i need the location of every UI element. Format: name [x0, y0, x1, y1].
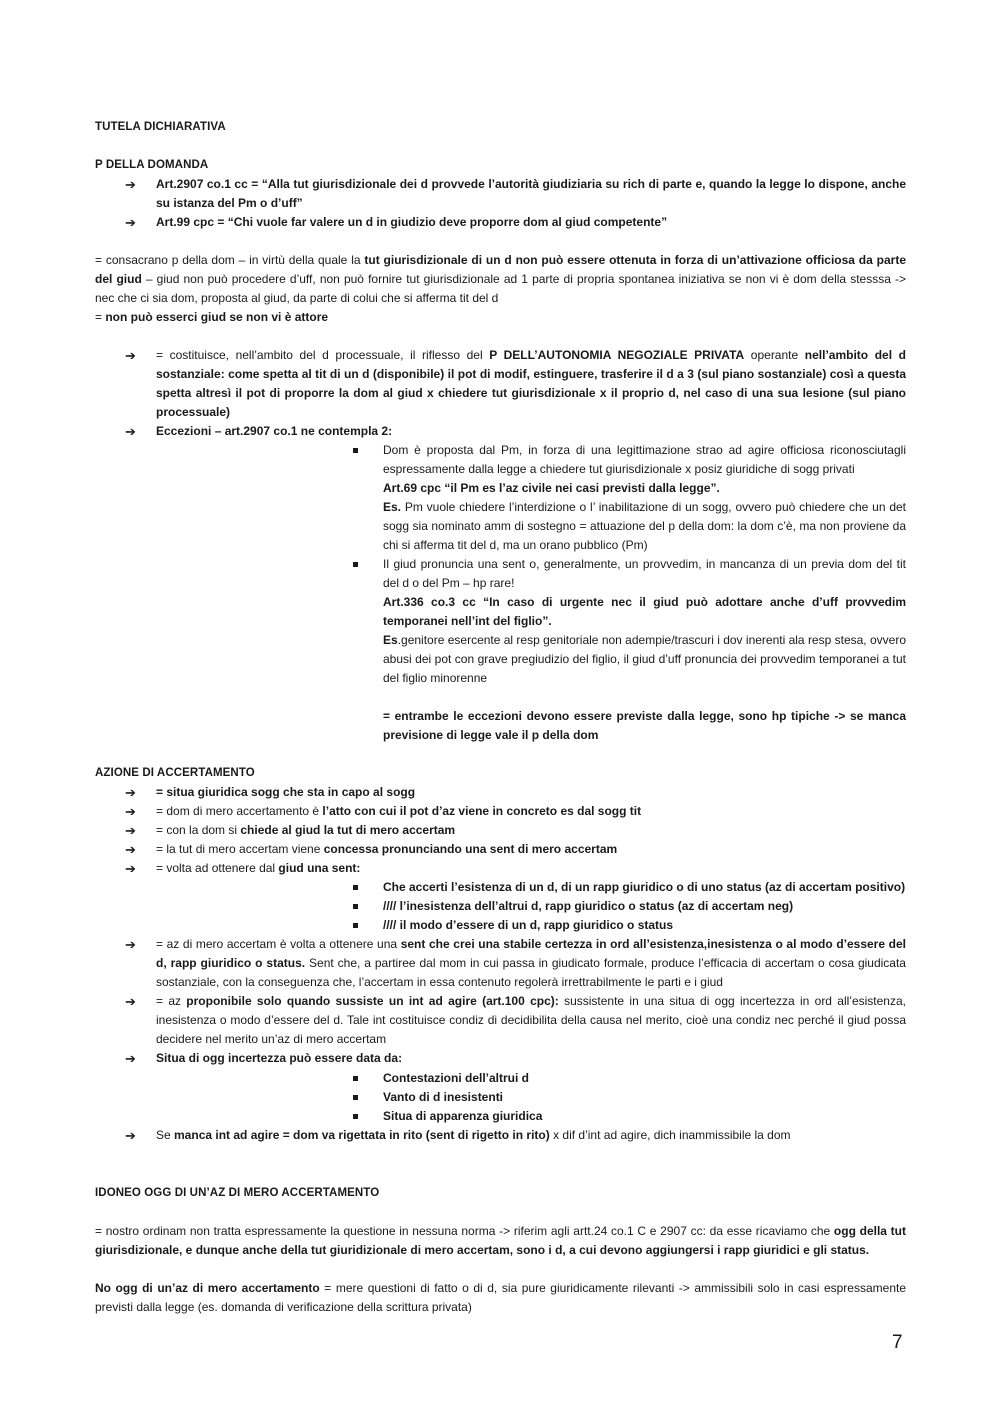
list-item [353, 1069, 906, 1088]
text-bold: No ogg di un’az di mero accertamento [95, 1281, 320, 1295]
text-run: = dom di mero accertamento è [156, 804, 323, 818]
text-bold: Es [383, 633, 398, 647]
text-bold: chiede al giud la tut di mero accertam [240, 823, 456, 837]
arrow-right-icon: ➔ [125, 842, 136, 857]
square-bullet-icon [353, 562, 358, 567]
text-run: = volta ad ottenere dal [156, 861, 279, 875]
list-item [125, 213, 906, 232]
text-bold: Situa di apparenza giuridica [383, 1109, 543, 1123]
arrow-right-icon: ➔ [125, 1128, 136, 1143]
list-item [125, 1049, 906, 1068]
list-item [125, 346, 906, 422]
list-item [125, 783, 906, 802]
arrow-right-icon: ➔ [125, 823, 136, 838]
art-2907-text: Art.2907 co.1 cc = “Alla tut giurisdizionale dei d provvede l’autorità giudiziaria su rich di parte e, quando la legge lo dispone, anche su istanza del Pm o d’uff” [156, 177, 906, 210]
arrow-right-icon: ➔ [125, 785, 136, 800]
text-bold: ogg della tut giurisdizionale, e dunque anche della tut giuridizionale di mero accertam, sono i d, a cui devono aggiungersi i rapp giuridici e gli status. [95, 1224, 906, 1257]
text-run: Se [156, 1128, 175, 1142]
art-336-text: Art.336 co.3 cc “In caso di urgente nec il giud può adottare anche d’uff provvedim temporanei nell’int del figlio”. [383, 595, 906, 628]
text-bold: Es. [383, 500, 402, 514]
list-item [125, 992, 906, 1049]
paragraph-principio-domanda [95, 251, 906, 327]
text-run: Dom è proposta dal Pm, in forza di una legittimazione strao ad agire officiosa riconosciutagli espressamente dalla legge a chiedere tut giurisdizionale x posiz giuridiche di sogg privati [383, 443, 906, 476]
arrow-list-articles [125, 175, 906, 232]
text-run: = nostro ordinam non tratta espressamente la questione in nessuna norma -> riferim agli artt.24 co.1 C e 2907 cc: da esse ricaviamo che [95, 1224, 834, 1238]
example-text [353, 631, 906, 688]
arrow-right-icon: ➔ [125, 1051, 136, 1066]
square-bullet-icon [353, 1095, 358, 1100]
text-bold: //// l’inesistenza dell’altrui d, rapp giuridico o status (az di accertam neg) [383, 899, 794, 913]
text-run: = costituisce, nell’ambito del d processuale, il riflesso del [156, 348, 490, 362]
arrow-right-icon: ➔ [125, 937, 136, 952]
text-run: = con la dom si [156, 823, 241, 837]
text-bold: Vanto di d inesistenti [383, 1090, 504, 1104]
list-item [125, 935, 906, 992]
square-bullet-icon [353, 885, 358, 890]
text-bold: Che accerti l’esistenza di un d, di un rapp giuridico o di uno status (az di accertam positivo) [383, 880, 906, 894]
section-heading-idoneo-ogg: IDONEO OGG DI UN’AZ DI MERO ACCERTAMENTO [95, 1187, 380, 1199]
arrow-right-icon: ➔ [125, 994, 136, 1009]
eccezioni-text: Eccezioni – art.2907 co.1 ne contempla 2: [156, 424, 393, 438]
arrow-right-icon: ➔ [125, 215, 136, 230]
text-bold: Situa di ogg incertezza può essere data da: [156, 1051, 403, 1065]
arrow-list-rigetto [125, 1126, 906, 1145]
text-bold: non può esserci giud se non vi è attore [105, 310, 329, 324]
list-item [125, 859, 906, 878]
text-run: operante [744, 348, 805, 362]
text-bold: //// il modo d’essere di un d, rapp giuridico o status [383, 918, 674, 932]
text-run: x dif d’int ad agire, dich inammissibile la dom [549, 1128, 791, 1142]
text-bold: concessa pronunciando una sent di mero accertam [323, 842, 618, 856]
arrow-list-accertamento [125, 783, 906, 878]
arrow-right-icon: ➔ [125, 804, 136, 819]
list-item [125, 422, 906, 441]
art-99-text: Art.99 cpc = “Chi vuole far valere un d in giudizio deve proporre dom al giud competente” [156, 215, 668, 229]
sub-list-eccezioni [353, 441, 906, 745]
document-title: TUTELA DICHIARATIVA [95, 121, 226, 133]
text-run: .genitore esercente al resp genitoriale non adempie/trascuri i dov inerenti ala resp stesa, ovvero abusi dei pot con grave pregiudizio del figlio, il giud d’uff pronuncia dei provvedim temporanei a tut del figlio minorenne [383, 633, 906, 685]
list-item [125, 821, 906, 840]
section-heading-azione-accertamento: AZIONE DI ACCERTAMENTO [95, 767, 255, 779]
arrow-right-icon: ➔ [125, 424, 136, 439]
square-bullet-icon [353, 923, 358, 928]
text-run: = mere questioni di fatto o di d, sia pure giuridicamente rilevanti -> ammissibili solo in casi espressamente previsti dalla legge (es. domanda di verificazione della scrittura privata) [95, 1281, 907, 1314]
list-item [353, 555, 906, 593]
paragraph-ogg-tutela [95, 1222, 906, 1260]
text-run: Il giud pronuncia una sent o, generalmente, un provvedim, in mancanza di un previa dom del tit del d o del Pm – hp rare! [383, 557, 906, 590]
example-text [353, 498, 906, 555]
text-bold: = situa giuridica sogg che sta in capo al sogg [156, 785, 416, 799]
square-bullet-icon [353, 1076, 358, 1081]
square-bullet-icon [353, 448, 358, 453]
text-bold: nell’ambito del d sostanziale: come spetta al tit di un d (disponibile) il pot di modif, estinguere, trasferire il d a 3 (sul piano sostanziale) così a questa spetta altresì il pot di proporre la dom al giud x chiedere tut giurisdizionale x il proprio d, nel caso di una sua lesione (sul piano processuale) [156, 348, 906, 419]
text-bold: tut giurisdizionale di un d non può essere ottenuta in forza di un’attivazione officiosa da parte del giud [95, 253, 906, 286]
text-bold: manca int ad agire = dom va rigettata in rito (sent di rigetto in rito) [174, 1128, 550, 1142]
arrow-right-icon: ➔ [125, 177, 136, 192]
arrow-right-icon: ➔ [125, 348, 136, 363]
text-bold: P DELL’AUTONOMIA NEGOZIALE PRIVATA [489, 348, 745, 362]
sub-list-incertezza [353, 1069, 906, 1126]
list-item [125, 802, 906, 821]
conclusion-text: = entrambe le eccezioni devono essere previste dalla legge, sono hp tipiche -> se manca previsione di legge vale il p della dom [383, 709, 906, 742]
section-heading-p-della-domanda: P DELLA DOMANDA [95, 159, 209, 171]
text-run: = az [156, 994, 187, 1008]
text-bold: Contestazioni dell’altrui d [383, 1071, 530, 1085]
text-run: = az di mero accertam è volta a ottenere una [156, 937, 401, 951]
text-run: = [95, 310, 106, 324]
arrow-list-autonomia [125, 346, 906, 441]
text-run: sussistente in una situa di ogg incertezza in ord all’esistenza, inesistenza o modo d’essere del d. Tale int costituisce condiz di decidibilita della causa nel merito, cioè una condiz nec perché il giud possa decidere nel merito un’az di mero accertam [156, 994, 906, 1046]
list-item [125, 1126, 906, 1145]
text-bold: giud una sent: [278, 861, 361, 875]
text-run: – giud non può procedere d’uff, non può fornire tut giurisdizionale ad 1 parte di propria spontanea iniziativa se non vi è dom della stesssa -> nec che ci sia dom, proposta al giud, da parte di colui che si afferma tit del d [95, 272, 906, 305]
text-run: = consacrano p della dom – in virtù della quale la [95, 253, 365, 267]
text-run: = la tut di mero accertam viene [156, 842, 324, 856]
list-item [125, 840, 906, 859]
list-item [353, 897, 906, 916]
text-bold: l’atto con cui il pot d’az viene in concreto es dal sogg tit [322, 804, 642, 818]
paragraph-no-ogg [95, 1279, 906, 1317]
list-item [353, 441, 906, 479]
sub-list-sent [353, 878, 906, 935]
list-item [353, 916, 906, 935]
list-item [353, 1088, 906, 1107]
list-item [353, 878, 906, 897]
text-bold: sent che crei una stabile certezza in ord all’esistenza,inesistenza o al modo d’essere del d, rapp giuridico o status. [156, 937, 906, 970]
list-item [353, 1107, 906, 1126]
text-run: Pm vuole chiedere l’interdizione o l’ inabilitazione di un sogg, ovvero può chiedere che un det sogg sia nominato amm di sostegno = attuazione del p della dom: la dom c’è, ma non proviene da chi si afferma tit del d, ma un orano pubblico (Pm) [383, 500, 906, 552]
square-bullet-icon [353, 1114, 358, 1119]
art-69-text: Art.69 cpc “il Pm es l’az civile nei casi previsti dalla legge”. [383, 481, 720, 495]
text-run: Sent che, a partiree dal mom in cui passa in giudicato formale, produce l’efficacia di accertam o cosa giudicata sostanziale, con la conseguenza che, l’accertam in essa contenuto regolerà irrettrabilmente le parti e i giud [156, 956, 906, 989]
text-bold: proponibile solo quando sussiste un int ad agire (art.100 cpc): [186, 994, 559, 1008]
page-number: 7 [892, 1332, 903, 1353]
square-bullet-icon [353, 904, 358, 909]
arrow-right-icon: ➔ [125, 861, 136, 876]
arrow-list-sent-certezza [125, 935, 906, 1068]
list-item [125, 175, 906, 213]
